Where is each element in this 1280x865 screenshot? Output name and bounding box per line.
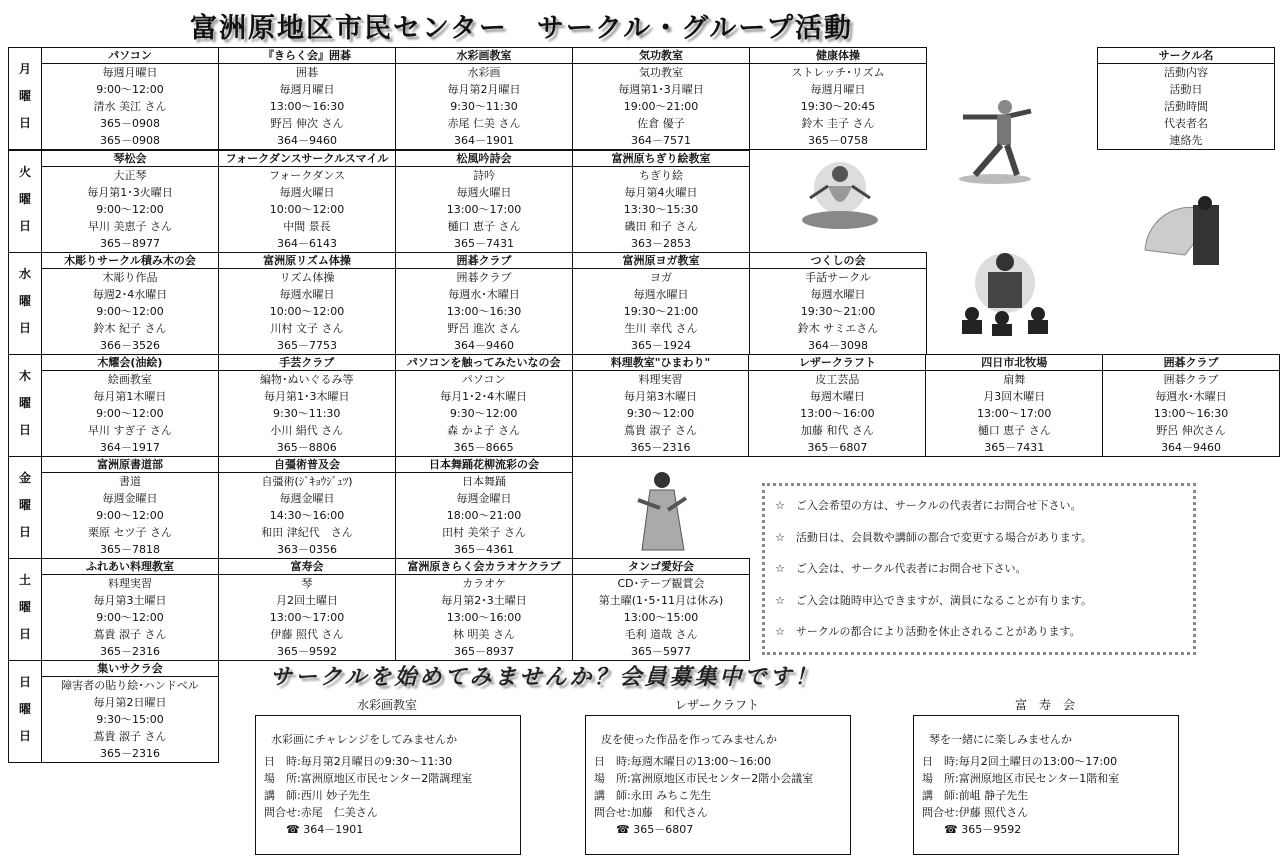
circle-day: 毎月第1･3火曜日: [87, 186, 173, 199]
recruit-intro: 琴を一緒にに楽しみませんか: [929, 733, 1072, 746]
circle-name: つくしの会: [750, 253, 926, 269]
notes-box: [762, 483, 1196, 655]
day-band: [8, 252, 927, 355]
circle-phone: 364－9460: [277, 134, 337, 147]
circle-day: 毎月第4火曜日: [624, 186, 698, 199]
circle-phone: 364－1917: [99, 441, 160, 454]
recruit-title: 富 寿 会: [1014, 698, 1075, 712]
recruit-box: [255, 715, 521, 855]
yoga-stretch-illustration: [955, 95, 1035, 185]
circle-activity: リズム体操: [279, 271, 335, 284]
recruit-place: 場 所:富洲原地区市民センター2階調理室: [264, 772, 473, 785]
circle-time: 13:00～16:30: [446, 305, 522, 318]
circle-day: 毎週火曜日: [456, 186, 512, 199]
circle-phone: 365－2316: [630, 441, 691, 454]
circle-phone: 365－7431: [454, 237, 514, 250]
circle-activity: 手話サークル: [805, 271, 871, 284]
circle-activity: 囲碁クラブ: [456, 271, 512, 284]
circle-time: 9:00～12:00: [96, 305, 164, 318]
recruit-phone: ☎ 364－1901: [286, 823, 364, 836]
circle-phone: 364－9460: [454, 339, 514, 352]
circle-cell: [573, 151, 750, 253]
recruit-phone: ☎ 365－6807: [616, 823, 694, 836]
circle-name: 自彊術普及会: [219, 457, 395, 473]
circle-phone: 366－3526: [100, 339, 160, 352]
day-label: [9, 151, 42, 253]
circle-phone: 365－5977: [631, 645, 691, 658]
circle-activity: ヨガ: [650, 271, 672, 284]
day-char: 火: [18, 165, 31, 179]
legend-item: 代表者名: [1164, 117, 1208, 130]
day-band: [8, 354, 1280, 457]
circle-day: 毎週金曜日: [279, 492, 335, 505]
legend-box: [1097, 47, 1275, 150]
recruit-phone: ☎ 365－9592: [944, 823, 1022, 836]
day-band: [8, 660, 219, 763]
circle-name: 琴松会: [42, 151, 218, 167]
day-label: [9, 355, 42, 457]
circle-cell: [219, 48, 396, 150]
circle-cell: [395, 355, 572, 457]
circle-phone: 365－7431: [984, 441, 1045, 454]
circle-time: 9:30～12:00: [626, 407, 695, 420]
circle-activity: 囲碁クラブ: [1163, 373, 1219, 386]
circle-name: パソコン: [42, 48, 218, 64]
circle-time: 10:00～12:00: [269, 203, 345, 216]
circle-time: 13:00～17:00: [977, 407, 1052, 420]
circle-name: 富洲原きらく会カラオケクラブ: [396, 559, 572, 575]
circle-activity: 毎週月曜日: [102, 66, 158, 79]
circle-name: 料理教室"ひまわり": [573, 355, 749, 371]
circle-activity: CD･テープ観賞会: [617, 577, 705, 590]
circle-day: 毎月第3木曜日: [624, 390, 698, 403]
day-label: [9, 48, 42, 150]
circle-time: 10:00～12:00: [269, 305, 345, 318]
circle-activity: フォークダンス: [268, 169, 345, 182]
circle-day: 毎週水曜日: [633, 288, 689, 301]
day-char: 金: [18, 471, 31, 485]
circle-phone: 365－7818: [100, 543, 160, 556]
circle-name: パソコンを触ってみたいなの会: [396, 355, 572, 371]
circle-day: 月3回木曜日: [983, 390, 1046, 403]
circle-activity: パソコン: [461, 373, 506, 386]
circle-cell: [1103, 355, 1280, 457]
circle-cell: [41, 355, 218, 457]
circle-cell: [750, 253, 927, 355]
circle-activity: 皮工芸品: [815, 373, 860, 386]
day-label: [9, 457, 42, 559]
circle-day: 毎月第3土曜日: [93, 594, 167, 607]
circle-day: 毎週水曜日: [810, 288, 866, 301]
circle-leader: 樋口 恵子 さん: [977, 424, 1051, 437]
circle-cell: [42, 559, 219, 661]
day-label: [9, 253, 42, 355]
circle-cell: [218, 355, 395, 457]
circle-cell: [573, 559, 750, 661]
circle-day: 第土曜(1･5･11月は休み): [598, 594, 724, 607]
circle-leader: 早川 美恵子 さん: [88, 220, 172, 233]
circle-cell: [749, 355, 926, 457]
circle-name: 気功教室: [573, 48, 749, 64]
circle-day: 毎週2･4水曜日: [92, 288, 168, 301]
circle-leader: 和田 津紀代 さん: [261, 526, 353, 539]
circle-time: 13:00～15:00: [623, 611, 699, 624]
circle-phone: 365－0758: [808, 134, 868, 147]
day-char: 曜: [18, 294, 31, 308]
day-char: 曜: [18, 498, 31, 512]
circle-leader: 野呂 伸次さん: [1156, 424, 1226, 437]
circle-cell: [396, 457, 573, 559]
circle-leader: 毛利 道哉 さん: [624, 628, 698, 641]
circle-day: 毎週水･木曜日: [1155, 390, 1227, 403]
circle-time: 13:00～17:00: [269, 611, 345, 624]
circle-leader: 川村 文子 さん: [270, 322, 344, 335]
circle-leader: 鈴木 圭子 さん: [801, 117, 875, 130]
circle-cell: [42, 457, 219, 559]
circle-leader: 赤尾 仁美 さん: [447, 117, 521, 130]
circle-day: 毎週水曜日: [279, 288, 335, 301]
circle-phone: 364－6143: [277, 237, 337, 250]
circle-activity: 大正琴: [113, 169, 147, 182]
circle-leader: 365－0908: [100, 117, 160, 130]
day-band: [8, 558, 750, 661]
circle-day: 毎月第1･3木曜日: [263, 390, 350, 403]
circle-time: 13:00～17:00: [446, 203, 522, 216]
circle-day: 毎週月曜日: [279, 83, 335, 96]
circle-name: フォークダンスサークルスマイル: [219, 151, 395, 167]
circle-phone: 365－8937: [454, 645, 514, 658]
recruit-contact: 問合せ:伊藤 照代さん: [922, 806, 1029, 819]
circle-name: 富洲原リズム体操: [219, 253, 395, 269]
recruit-intro: 皮を使った作品を作ってみませんか: [601, 733, 777, 746]
circle-phone: 365－1924: [631, 339, 691, 352]
circle-activity: 詩吟: [473, 169, 495, 182]
circle-leader: 田村 美栄子 さん: [442, 526, 526, 539]
circle-name: レザークラフト: [749, 355, 925, 371]
circle-cell: [42, 48, 219, 150]
day-char: 曜: [18, 396, 31, 410]
circle-leader: 野呂 伸次 さん: [270, 117, 344, 130]
circle-name: ふれあい料理教室: [42, 559, 218, 575]
circle-phone: 365－6807: [807, 441, 868, 454]
day-char: 日: [18, 525, 31, 539]
note-line: ☆ 活動日は、会員数や講師の都合で変更する場合があります。: [775, 530, 1092, 544]
circle-phone: 363－0356: [277, 543, 337, 556]
recruit-contact: 問合せ:赤尾 仁美さん: [264, 806, 378, 819]
circle-time: 9:00～12:00: [96, 509, 164, 522]
circle-name: 囲碁クラブ: [396, 253, 572, 269]
circle-time: 9:30～12:00: [449, 407, 518, 420]
day-char: 日: [18, 116, 31, 130]
circle-activity: 囲碁: [296, 66, 318, 79]
circle-leader: 野呂 進次 さん: [447, 322, 521, 335]
day-label: [9, 661, 42, 763]
circle-cell: [219, 151, 396, 253]
circle-time: 清水 美江 さん: [93, 100, 167, 113]
circle-name: 富洲原ちぎり絵教室: [573, 151, 749, 167]
legend-item: 連絡先: [1169, 134, 1203, 147]
circle-phone: 365－9592: [277, 645, 337, 658]
circle-leader: 鈴木 紀子 さん: [93, 322, 167, 335]
circle-day: 月2回土曜日: [276, 594, 338, 607]
circle-activity: 自彊術(ｼﾞｷｮｳｼﾞｭﾂ): [261, 475, 353, 488]
circle-leader: 中間 景長: [283, 220, 331, 233]
circle-cell: [42, 253, 219, 355]
circle-leader: 伊藤 照代 さん: [270, 628, 344, 641]
circle-phone: 365－8806: [276, 441, 337, 454]
circle-time: 19:30～21:00: [800, 305, 876, 318]
day-char: 日: [18, 627, 31, 641]
circle-phone: 364－1901: [454, 134, 514, 147]
note-line: ☆ ご入会は随時申込できますが、満員になることが有ります。: [775, 593, 1092, 607]
recruit-date: 日 時:毎月第2月曜日の9:30～11:30: [264, 755, 453, 768]
circle-day: 毎月第2･3土曜日: [441, 594, 527, 607]
circle-name: 木耀会(油絵): [42, 355, 218, 371]
circle-activity: 日本舞踊: [462, 475, 506, 488]
day-char: 日: [18, 675, 31, 689]
circle-day: 9:00～12:00: [96, 83, 164, 96]
circle-activity: 水彩画: [467, 66, 501, 79]
circle-leader: 栗原 セツ子 さん: [88, 526, 172, 539]
circle-name: 健康体操: [750, 48, 926, 64]
day-label: [9, 559, 42, 661]
circle-activity: ちぎり絵: [639, 169, 683, 182]
circle-leader: 鈴木 サミエさん: [797, 322, 879, 335]
circle-phone: 365－8665: [453, 441, 514, 454]
circle-time: 19:30～21:00: [623, 305, 699, 318]
circle-cell: [219, 253, 396, 355]
recruit-banner: サークルを始めてみませんか？会員募集中です！: [270, 665, 820, 690]
day-char: 曜: [18, 89, 31, 103]
circle-name: 日本舞踊花柳流彩の会: [396, 457, 572, 473]
circle-time: 18:00～21:00: [446, 509, 522, 522]
circle-cell: [573, 48, 750, 150]
recruit-teacher: 講 師:前岨 静子先生: [922, 789, 1029, 802]
day-char: 水: [18, 267, 31, 281]
circle-day: 毎週月曜日: [810, 83, 866, 96]
circle-phone: 365－8977: [100, 237, 160, 250]
circle-day: 毎月第2月曜日: [447, 83, 521, 96]
recruit-teacher: 講 師:永田 みちこ先生: [594, 789, 712, 802]
recruit-box: [913, 715, 1179, 855]
circle-time: 14:30～16:00: [269, 509, 345, 522]
circle-leader: 佐倉 優子: [637, 117, 685, 130]
circle-day: 毎週木曜日: [809, 390, 865, 403]
circle-name: 囲碁クラブ: [1103, 355, 1279, 371]
day-band: [8, 47, 927, 150]
circle-time: 9:30～11:30: [273, 407, 341, 420]
circle-name: 木彫りサークル積み木の会: [42, 253, 218, 269]
note-line: ☆ サークルの都合により活動を休止されることがあります。: [775, 625, 1081, 638]
circle-cell: [219, 559, 396, 661]
circle-activity: 料理実習: [638, 373, 683, 386]
circle-time: 13:00～16:30: [1153, 407, 1229, 420]
circle-time: 19:00～21:00: [623, 100, 699, 113]
circle-cell: [42, 661, 219, 763]
circle-activity: 料理実習: [108, 577, 152, 590]
legend-item: 活動時間: [1164, 100, 1208, 113]
note-line: ☆ ご入会は、サークル代表者にお問合せ下さい。: [775, 562, 1027, 575]
recruit-box: [585, 715, 851, 855]
recruit-contact: 問合せ:加藤 和代さん: [594, 806, 708, 819]
circle-name: 富寿会: [219, 559, 395, 575]
circle-leader: 蔦貴 淑子 さん: [93, 628, 167, 641]
circle-time: 13:00～16:30: [269, 100, 345, 113]
circle-time: 9:00～12:00: [96, 611, 164, 624]
day-band: [8, 150, 750, 253]
recruit-place: 場 所:富洲原地区市民センター2階小会議室: [594, 772, 814, 785]
circle-cell: [396, 253, 573, 355]
circle-activity: 絵画教室: [107, 373, 152, 386]
day-char: 日: [18, 321, 31, 335]
day-band: [8, 456, 573, 559]
day-char: 月: [18, 62, 31, 76]
circle-phone: 365－4361: [454, 543, 514, 556]
recruit-title: レザークラフト: [674, 698, 759, 712]
circle-cell: [396, 559, 573, 661]
circle-time: 13:00～16:00: [800, 407, 875, 420]
recruit-place: 場 所:富洲原地区市民センター1階和室: [922, 772, 1120, 785]
circle-phone: 365－2316: [100, 747, 160, 760]
circle-phone: 365－7753: [277, 339, 337, 352]
circle-cell: [926, 355, 1103, 457]
circle-cell: [750, 48, 927, 150]
circle-phone: 364－9460: [1161, 441, 1222, 454]
day-char: 日: [18, 423, 31, 437]
circle-name: 富洲原ヨガ教室: [573, 253, 749, 269]
circle-cell: [396, 48, 573, 150]
circle-leader: 加藤 和代 さん: [800, 424, 874, 437]
circle-time: 9:30～11:30: [450, 100, 518, 113]
circle-time: 19:30～20:45: [800, 100, 876, 113]
circle-activity: 琴: [301, 577, 313, 590]
circle-name: 水彩画教室: [396, 48, 572, 64]
circle-activity: 障害者の貼り絵･ハンドベル: [61, 679, 199, 692]
circle-name: 四日市北牧場: [926, 355, 1102, 371]
circle-leader: 磯田 和子 さん: [624, 220, 698, 233]
day-char: 曜: [18, 192, 31, 206]
circle-activity: 木彫り作品: [102, 271, 158, 284]
circle-name: タンゴ愛好会: [573, 559, 749, 575]
kimono-dancer-illustration: [630, 470, 700, 555]
day-char: 曜: [18, 600, 31, 614]
circle-time: 9:00～12:00: [96, 407, 164, 420]
day-char: 土: [18, 573, 31, 587]
circle-day: 毎週金曜日: [102, 492, 158, 505]
circle-day: 毎月1･2･4木曜日: [440, 390, 528, 403]
circle-cell: [396, 151, 573, 253]
circle-leader: 林 明美 さん: [453, 628, 515, 641]
circle-leader: 早川 すぎ子 さん: [87, 424, 172, 437]
circle-time: 9:00～12:00: [96, 203, 164, 216]
circle-name: 手芸クラブ: [219, 355, 395, 371]
meditation-illustration: [790, 158, 890, 238]
circle-activity: カラオケ: [462, 577, 506, 590]
circle-cell: [219, 457, 396, 559]
circle-activity: 編物･ぬいぐるみ等: [259, 373, 354, 386]
circle-leader: 小川 絹代 さん: [270, 424, 344, 437]
circle-name: 『きらく会』囲碁: [219, 48, 395, 64]
recruit-date: 日 時:毎月2回土曜日の13:00～17:00: [922, 755, 1118, 768]
circle-phone: 363－2853: [631, 237, 691, 250]
circle-name: 富洲原書道部: [42, 457, 218, 473]
circle-phone: 365－2316: [100, 645, 160, 658]
circle-activity: 気功教室: [639, 66, 683, 79]
circle-time: 13:00～16:00: [446, 611, 522, 624]
recruit-date: 日 時:毎週木曜日の13:00～16:00: [594, 755, 772, 768]
sign-language-illustration: [960, 248, 1055, 336]
legend-item: 活動内容: [1164, 66, 1208, 79]
circle-time: 9:30～15:00: [96, 713, 164, 726]
circle-phone: 365－0908: [100, 134, 160, 147]
page-title: 富洲原地区市民センター サークル・グループ活動: [190, 13, 853, 44]
day-char: 日: [18, 219, 31, 233]
circle-phone: 364－3098: [808, 339, 868, 352]
circle-activity: ストレッチ･リズム: [791, 66, 885, 79]
recruit-teacher: 講 師:西川 妙子先生: [264, 789, 371, 802]
fan-dancer-illustration: [1135, 195, 1235, 270]
circle-leader: 樋口 恵子 さん: [447, 220, 521, 233]
circle-day: 毎週第1･3月曜日: [618, 83, 704, 96]
circle-name: 集いサクラ会: [42, 661, 218, 677]
circle-cell: [573, 253, 750, 355]
circle-leader: 蔦貴 淑子 さん: [624, 424, 698, 437]
note-line: ☆ ご入会希望の方は、サークルの代表者にお問合せ下さい。: [775, 499, 1082, 512]
circle-day: 毎週火曜日: [279, 186, 335, 199]
day-char: 曜: [18, 702, 31, 716]
circle-leader: 蔦貴 淑子 さん: [93, 730, 167, 743]
circle-activity: 書道: [119, 475, 141, 488]
day-char: 木: [18, 369, 31, 383]
circle-day: 毎週水･木曜日: [448, 288, 520, 301]
circle-activity: 扇舞: [1003, 373, 1026, 386]
circle-cell: [572, 355, 749, 457]
circle-phone: 364－7571: [631, 134, 691, 147]
circle-cell: [42, 151, 219, 253]
day-char: 日: [18, 729, 31, 743]
circle-day: 毎月第1木曜日: [93, 390, 167, 403]
circle-day: 毎月第2日曜日: [93, 696, 167, 709]
circle-leader: 森 かよ子 さん: [447, 424, 521, 437]
recruit-title: 水彩画教室: [356, 698, 417, 712]
circle-time: 13:30～15:30: [623, 203, 699, 216]
legend-title: サークル名: [1098, 48, 1274, 64]
circle-name: 松風吟詩会: [396, 151, 572, 167]
legend-item: 活動日: [1169, 83, 1203, 96]
recruit-intro: 水彩画にチャレンジをしてみませんか: [271, 733, 458, 746]
circle-day: 毎週金曜日: [456, 492, 512, 505]
circle-leader: 生川 幸代 さん: [624, 322, 698, 335]
